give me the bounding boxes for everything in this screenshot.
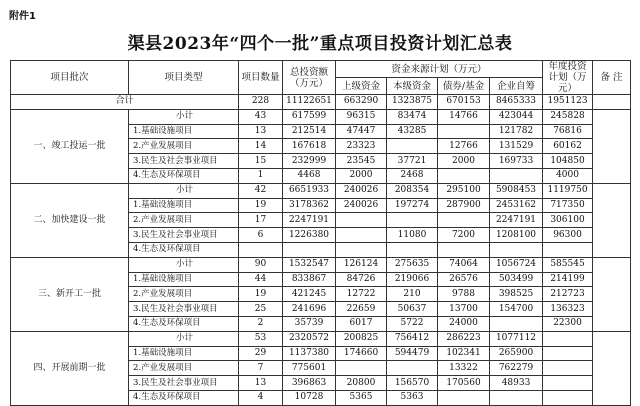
cell-count: 15 bbox=[239, 154, 283, 169]
cell-higher: 6017 bbox=[336, 316, 387, 331]
cell-type: 3.民生及社会事业项目 bbox=[129, 376, 239, 391]
cell-higher: 663290 bbox=[336, 95, 387, 110]
cell-total: 35739 bbox=[283, 316, 336, 331]
cell-local: 2468 bbox=[387, 168, 438, 183]
cell-count: 17 bbox=[239, 213, 283, 228]
cell-self: 423044 bbox=[490, 109, 543, 124]
cell-local: 50637 bbox=[387, 302, 438, 317]
cell-count: 1 bbox=[239, 168, 283, 183]
cell-annual: 212723 bbox=[543, 287, 593, 302]
cell-total: 3178362 bbox=[283, 198, 336, 213]
cell-bond bbox=[438, 168, 490, 183]
cell-higher: 84726 bbox=[336, 272, 387, 287]
cell-bond: 170560 bbox=[438, 376, 490, 391]
cell-bond: 9788 bbox=[438, 287, 490, 302]
cell-bond: 13322 bbox=[438, 361, 490, 376]
cell-local: 43285 bbox=[387, 124, 438, 139]
cell-total: 2247191 bbox=[283, 213, 336, 228]
header-higher: 上级资金 bbox=[336, 78, 387, 95]
cell-higher bbox=[336, 228, 387, 243]
header-count: 项目数量 bbox=[239, 61, 283, 95]
cell-annual: 717350 bbox=[543, 198, 593, 213]
cell-remark bbox=[593, 331, 631, 405]
cell-type: 小计 bbox=[129, 331, 239, 346]
header-local: 本级资金 bbox=[387, 78, 438, 95]
cell-annual: 60162 bbox=[543, 139, 593, 154]
cell-annual: 245828 bbox=[543, 109, 593, 124]
cell-count: 4 bbox=[239, 390, 283, 405]
cell-self: 2247191 bbox=[490, 213, 543, 228]
cell-self: 2453162 bbox=[490, 198, 543, 213]
header-annual: 年度投资计划（万元） bbox=[543, 61, 593, 95]
cell-type: 4.生态及环保项目 bbox=[129, 316, 239, 331]
cell-local: 5363 bbox=[387, 390, 438, 405]
cell-bond: 102341 bbox=[438, 346, 490, 361]
cell-count: 53 bbox=[239, 331, 283, 346]
cell-total: 1137380 bbox=[283, 346, 336, 361]
cell-self: 398525 bbox=[490, 287, 543, 302]
cell-higher: 23545 bbox=[336, 154, 387, 169]
cell-self: 1208100 bbox=[490, 228, 543, 243]
cell-bond: 14766 bbox=[438, 109, 490, 124]
cell-count: 2 bbox=[239, 316, 283, 331]
cell-self: 154700 bbox=[490, 302, 543, 317]
cell-self bbox=[490, 316, 543, 331]
cell-type: 4.生态及环保项目 bbox=[129, 390, 239, 405]
page-title: 渠县2023年“四个一批”重点项目投资计划汇总表 bbox=[127, 34, 513, 54]
cell-higher: 12722 bbox=[336, 287, 387, 302]
cell-count: 7 bbox=[239, 361, 283, 376]
cell-annual bbox=[543, 242, 593, 257]
cell-local: 11080 bbox=[387, 228, 438, 243]
cell-count: 6 bbox=[239, 228, 283, 243]
cell-annual: 4000 bbox=[543, 168, 593, 183]
cell-annual bbox=[543, 376, 593, 391]
cell-count: 25 bbox=[239, 302, 283, 317]
cell-total: 775601 bbox=[283, 361, 336, 376]
cell-type: 1.基础设施项目 bbox=[129, 272, 239, 287]
cell-local: 756412 bbox=[387, 331, 438, 346]
cell-total bbox=[283, 242, 336, 257]
cell-bond bbox=[438, 213, 490, 228]
batch-cell: 一、竣工投运一批 bbox=[11, 109, 129, 183]
cell-higher: 22659 bbox=[336, 302, 387, 317]
cell-higher: 200825 bbox=[336, 331, 387, 346]
cell-type: 3.民生及社会事业项目 bbox=[129, 154, 239, 169]
cell-total: 241696 bbox=[283, 302, 336, 317]
cell-higher bbox=[336, 242, 387, 257]
cell-type: 2.产业发展项目 bbox=[129, 139, 239, 154]
cell-local: 275635 bbox=[387, 257, 438, 272]
cell-total: 212514 bbox=[283, 124, 336, 139]
cell-annual: 306100 bbox=[543, 213, 593, 228]
cell-local: 156570 bbox=[387, 376, 438, 391]
cell-higher bbox=[336, 213, 387, 228]
cell-total: 10728 bbox=[283, 390, 336, 405]
cell-annual bbox=[543, 331, 593, 346]
table-row bbox=[11, 183, 631, 198]
cell-count: 42 bbox=[239, 183, 283, 198]
batch-cell: 二、加快建设一批 bbox=[11, 183, 129, 257]
cell-type: 2.产业发展项目 bbox=[129, 213, 239, 228]
cell-higher: 20800 bbox=[336, 376, 387, 391]
cell-bond bbox=[438, 124, 490, 139]
cell-local: 83474 bbox=[387, 109, 438, 124]
cell-local bbox=[387, 361, 438, 376]
cell-total: 11122651 bbox=[283, 95, 336, 110]
cell-higher: 96315 bbox=[336, 109, 387, 124]
cell-total: 4468 bbox=[283, 168, 336, 183]
cell-local: 208354 bbox=[387, 183, 438, 198]
attachment-label: 附件1 bbox=[9, 11, 36, 22]
cell-type: 3.民生及社会事业项目 bbox=[129, 302, 239, 317]
cell-count: 19 bbox=[239, 287, 283, 302]
cell-type: 4.生态及环保项目 bbox=[129, 242, 239, 257]
header-total: 总投资额（万元） bbox=[283, 61, 336, 95]
cell-count: 43 bbox=[239, 109, 283, 124]
cell-self bbox=[490, 242, 543, 257]
cell-higher: 2000 bbox=[336, 168, 387, 183]
cell-total: 833867 bbox=[283, 272, 336, 287]
cell-bond: 24000 bbox=[438, 316, 490, 331]
cell-annual: 136323 bbox=[543, 302, 593, 317]
cell-type: 小计 bbox=[129, 183, 239, 198]
cell-count: 29 bbox=[239, 346, 283, 361]
cell-local: 219066 bbox=[387, 272, 438, 287]
cell-remark bbox=[593, 95, 631, 110]
cell-bond: 2000 bbox=[438, 154, 490, 169]
header-source-group: 资金来源计划（万元） bbox=[336, 61, 543, 78]
cell-annual: 585545 bbox=[543, 257, 593, 272]
cell-type: 4.生态及环保项目 bbox=[129, 168, 239, 183]
cell-remark bbox=[593, 257, 631, 331]
batch-cell: 三、新开工一批 bbox=[11, 257, 129, 331]
cell-annual: 22300 bbox=[543, 316, 593, 331]
cell-type: 1.基础设施项目 bbox=[129, 198, 239, 213]
cell-count: 13 bbox=[239, 376, 283, 391]
cell-higher: 23323 bbox=[336, 139, 387, 154]
cell-total: 617599 bbox=[283, 109, 336, 124]
cell-self: 1056724 bbox=[490, 257, 543, 272]
cell-total: 396863 bbox=[283, 376, 336, 391]
cell-total: 1226380 bbox=[283, 228, 336, 243]
cell-annual bbox=[543, 361, 593, 376]
cell-annual: 1951123 bbox=[543, 95, 593, 110]
cell-type: 2.产业发展项目 bbox=[129, 287, 239, 302]
cell-local bbox=[387, 213, 438, 228]
cell-higher bbox=[336, 361, 387, 376]
cell-type: 小计 bbox=[129, 257, 239, 272]
cell-annual: 214199 bbox=[543, 272, 593, 287]
cell-type: 3.民生及社会事业项目 bbox=[129, 228, 239, 243]
cell-self: 503499 bbox=[490, 272, 543, 287]
table-row bbox=[11, 257, 631, 272]
cell-local: 1323875 bbox=[387, 95, 438, 110]
cell-bond bbox=[438, 390, 490, 405]
cell-higher: 5365 bbox=[336, 390, 387, 405]
cell-self: 762279 bbox=[490, 361, 543, 376]
cell-annual: 76816 bbox=[543, 124, 593, 139]
cell-self bbox=[490, 168, 543, 183]
cell-bond: 13700 bbox=[438, 302, 490, 317]
cell-total: 167618 bbox=[283, 139, 336, 154]
cell-self: 169733 bbox=[490, 154, 543, 169]
cell-type: 2.产业发展项目 bbox=[129, 361, 239, 376]
investment-summary-table bbox=[10, 60, 631, 406]
cell-count: 13 bbox=[239, 124, 283, 139]
cell-local: 210 bbox=[387, 287, 438, 302]
cell-local: 37721 bbox=[387, 154, 438, 169]
cell-count: 19 bbox=[239, 198, 283, 213]
cell-higher: 126124 bbox=[336, 257, 387, 272]
cell-type: 小计 bbox=[129, 109, 239, 124]
cell-total: 421245 bbox=[283, 287, 336, 302]
cell-total: 232999 bbox=[283, 154, 336, 169]
header-batch: 项目批次 bbox=[11, 61, 129, 95]
cell-self: 265900 bbox=[490, 346, 543, 361]
cell-local: 594479 bbox=[387, 346, 438, 361]
cell-local bbox=[387, 242, 438, 257]
cell-bond: 670153 bbox=[438, 95, 490, 110]
cell-higher: 240026 bbox=[336, 183, 387, 198]
cell-annual bbox=[543, 346, 593, 361]
cell-bond: 287900 bbox=[438, 198, 490, 213]
cell-local: 197274 bbox=[387, 198, 438, 213]
header-self: 企业自筹 bbox=[490, 78, 543, 95]
cell-local bbox=[387, 139, 438, 154]
cell-self: 1077112 bbox=[490, 331, 543, 346]
total-row bbox=[11, 95, 631, 110]
cell-local: 5722 bbox=[387, 316, 438, 331]
cell-higher: 240026 bbox=[336, 198, 387, 213]
batch-cell: 四、开展前期一批 bbox=[11, 331, 129, 405]
cell-self: 5908453 bbox=[490, 183, 543, 198]
cell-type: 1.基础设施项目 bbox=[129, 124, 239, 139]
cell-self: 8465333 bbox=[490, 95, 543, 110]
cell-bond: 295100 bbox=[438, 183, 490, 198]
cell-bond bbox=[438, 242, 490, 257]
total-label: 合计 bbox=[11, 95, 239, 110]
cell-self: 131529 bbox=[490, 139, 543, 154]
cell-total: 1532547 bbox=[283, 257, 336, 272]
cell-type: 1.基础设施项目 bbox=[129, 346, 239, 361]
cell-bond: 74064 bbox=[438, 257, 490, 272]
cell-count: 228 bbox=[239, 95, 283, 110]
header-remark: 备 注 bbox=[593, 61, 631, 95]
cell-bond: 26576 bbox=[438, 272, 490, 287]
cell-annual: 1119750 bbox=[543, 183, 593, 198]
cell-annual: 96300 bbox=[543, 228, 593, 243]
cell-bond: 7200 bbox=[438, 228, 490, 243]
cell-higher: 47447 bbox=[336, 124, 387, 139]
cell-remark bbox=[593, 109, 631, 183]
cell-annual: 104850 bbox=[543, 154, 593, 169]
cell-higher: 174660 bbox=[336, 346, 387, 361]
cell-bond: 286223 bbox=[438, 331, 490, 346]
header-bond: 债券/基金 bbox=[438, 78, 490, 95]
cell-count bbox=[239, 242, 283, 257]
cell-self bbox=[490, 390, 543, 405]
cell-total: 2320572 bbox=[283, 331, 336, 346]
cell-self: 48933 bbox=[490, 376, 543, 391]
table-row bbox=[11, 109, 631, 124]
cell-self: 121782 bbox=[490, 124, 543, 139]
cell-bond: 12766 bbox=[438, 139, 490, 154]
cell-annual bbox=[543, 390, 593, 405]
cell-remark bbox=[593, 183, 631, 257]
table-row bbox=[11, 331, 631, 346]
cell-total: 6651933 bbox=[283, 183, 336, 198]
cell-count: 44 bbox=[239, 272, 283, 287]
header-type: 项目类型 bbox=[129, 61, 239, 95]
cell-count: 90 bbox=[239, 257, 283, 272]
cell-count: 14 bbox=[239, 139, 283, 154]
